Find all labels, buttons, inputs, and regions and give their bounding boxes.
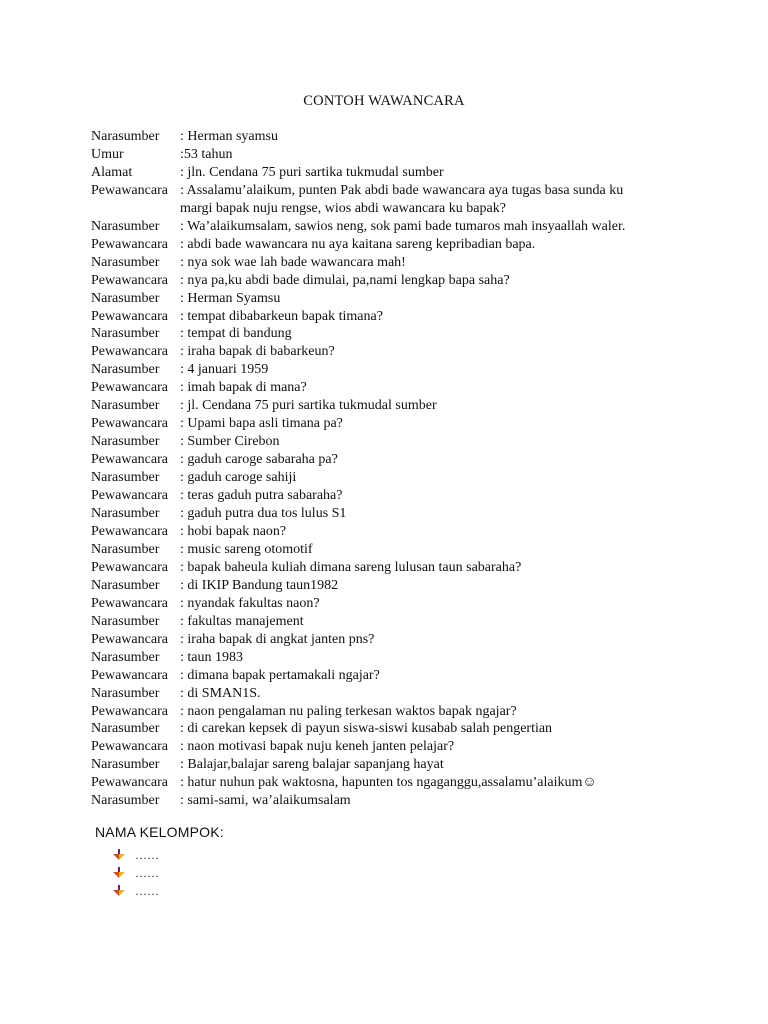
utterance-text: [180, 703, 691, 721]
utterance-line: : jl. Cendana 75 puri sartika tukmudal sumber: [180, 398, 437, 414]
transcript-row: [91, 774, 691, 792]
transcript-row: [91, 343, 691, 361]
speaker-label: Pewawancara: [91, 595, 168, 611]
transcript-row: [91, 451, 691, 469]
utterance-line: : di IKIP Bandung taun1982: [180, 577, 339, 593]
utterance-text: [180, 415, 691, 433]
speaker-label: Narasumber: [91, 218, 160, 234]
transcript-row: [91, 469, 691, 487]
utterance-line: : Herman Syamsu: [180, 290, 281, 306]
transcript-row: [91, 325, 691, 343]
transcript-row: [91, 523, 691, 541]
utterance-line: : Upami bapa asli timana pa?: [180, 416, 343, 432]
utterance-text: [180, 433, 691, 451]
utterance-line: : fakultas manajement: [180, 613, 304, 629]
utterance-text: [180, 685, 691, 703]
utterance-text: [180, 720, 691, 738]
utterance-text: [180, 756, 691, 774]
speaker-label: Narasumber: [91, 685, 160, 701]
transcript-row: [91, 218, 691, 236]
speaker-label: Pewawancara: [91, 182, 168, 198]
speaker-label: Pewawancara: [91, 452, 168, 468]
utterance-text: [180, 738, 691, 756]
member-name: ……: [135, 883, 159, 898]
utterance-text: [180, 290, 691, 308]
utterance-line: : music sareng otomotif: [180, 541, 313, 557]
speaker-label: Narasumber: [91, 398, 160, 414]
utterance-line: : gaduh putra dua tos lulus S1: [180, 506, 347, 522]
utterance-text: [180, 182, 691, 218]
transcript-row: [91, 595, 691, 613]
speaker-label: Narasumber: [91, 757, 160, 773]
utterance-text: [180, 469, 691, 487]
utterance-line: : tempat di bandung: [180, 326, 292, 342]
transcript-row: [91, 290, 691, 308]
speaker-label: Narasumber: [91, 434, 160, 450]
utterance-text: [180, 792, 691, 810]
utterance-line: : naon pengalaman nu paling terkesan waktos bapak ngajar?: [180, 703, 517, 719]
utterance-line: : tempat dibabarkeun bapak timana?: [180, 308, 383, 324]
transcript-row: [91, 236, 691, 254]
transcript-row: [91, 613, 691, 631]
utterance-continuation: margi bapak nuju rengse, wios abdi wawancara ku bapak?: [180, 200, 506, 216]
utterance-text: [180, 218, 691, 236]
utterance-line: : di carekan kepsek di payun siswa-siswi kusabab salah pengertian: [180, 721, 553, 737]
utterance-text: [180, 577, 691, 595]
utterance-line: : bapak baheula kuliah dimana sareng lulusan taun sabaraha?: [180, 559, 522, 575]
utterance-line: : hobi bapak naon?: [180, 523, 287, 539]
transcript-row: [91, 685, 691, 703]
utterance-text: [180, 541, 691, 559]
member-item: [113, 864, 224, 882]
speaker-label: Narasumber: [91, 254, 160, 270]
transcript-row: [91, 433, 691, 451]
utterance-text: [180, 451, 691, 469]
arrow-bullet-icon: [113, 867, 125, 879]
transcript-row: [91, 361, 691, 379]
transcript-row: [91, 559, 691, 577]
utterance-text: [180, 343, 691, 361]
member-name: ……: [135, 865, 159, 880]
arrow-bullet-icon: [113, 849, 125, 861]
transcript-row: [91, 397, 691, 415]
utterance-line: : naon motivasi bapak nuju keneh janten pelajar?: [180, 739, 455, 755]
page-title: CONTOH WAWANCARA: [303, 93, 465, 109]
utterance-line: : Assalamu’alaikum, punten Pak abdi bade wawancara aya tugas basa sunda ku: [180, 182, 624, 198]
transcript-row: [91, 128, 691, 146]
utterance-text: [180, 164, 691, 182]
utterance-line: : jln. Cendana 75 puri sartika tukmudal sumber: [180, 164, 444, 180]
utterance-text: [180, 631, 691, 649]
utterance-line: : Wa’alaikumsalam, sawios neng, sok pami bade tumaros mah insyaallah waler.: [180, 218, 626, 234]
transcript-row: [91, 649, 691, 667]
speaker-label: Narasumber: [91, 326, 160, 342]
transcript-row: [91, 308, 691, 326]
utterance-line: : nya pa,ku abdi bade dimulai, pa,nami lengkap bapa saha?: [180, 272, 510, 288]
utterance-text: [180, 128, 691, 146]
transcript-row: [91, 146, 691, 164]
speaker-label: Narasumber: [91, 793, 160, 809]
speaker-label: Pewawancara: [91, 380, 168, 396]
transcript-row: [91, 541, 691, 559]
speaker-label: Pewawancara: [91, 667, 168, 683]
speaker-label: Pewawancara: [91, 739, 168, 755]
utterance-line: : 4 januari 1959: [180, 362, 269, 378]
arrow-bullet-icon: [113, 885, 125, 897]
speaker-label: Narasumber: [91, 541, 160, 557]
utterance-line: : abdi bade wawancara nu aya kaitana sareng kepribadian bapa.: [180, 236, 536, 252]
member-item: [113, 846, 224, 864]
speaker-label: Narasumber: [91, 721, 160, 737]
member-list: [95, 846, 224, 900]
member-name: ……: [135, 847, 159, 862]
speaker-label: Pewawancara: [91, 488, 168, 504]
transcript-row: [91, 415, 691, 433]
speaker-label: Pewawancara: [91, 523, 168, 539]
group-title: NAMA KELOMPOK:: [95, 824, 224, 840]
transcript-row: [91, 182, 691, 218]
speaker-label: Narasumber: [91, 506, 160, 522]
utterance-line: : teras gaduh putra sabaraha?: [180, 488, 343, 504]
speaker-label: Pewawancara: [91, 416, 168, 432]
utterance-text: [180, 649, 691, 667]
speaker-label: Narasumber: [91, 362, 160, 378]
utterance-text: [180, 559, 691, 577]
speaker-label: Pewawancara: [91, 775, 168, 791]
utterance-line: : gaduh caroge sahiji: [180, 470, 297, 486]
utterance-line: : taun 1983: [180, 649, 243, 665]
utterance-line: : Herman syamsu: [180, 129, 278, 144]
utterance-line: : nyandak fakultas naon?: [180, 595, 320, 611]
transcript-row: [91, 703, 691, 721]
interview-transcript: [91, 128, 691, 810]
utterance-line: :53 tahun: [180, 146, 233, 162]
utterance-line: : hatur nuhun pak waktosna, hapunten tos ngaganggu,assalamu’alaikum☺: [180, 775, 597, 791]
utterance-line: : Balajar,balajar sareng balajar sapanjang hayat: [180, 757, 444, 773]
utterance-text: [180, 595, 691, 613]
utterance-text: [180, 361, 691, 379]
transcript-row: [91, 254, 691, 272]
speaker-label: Pewawancara: [91, 308, 168, 324]
transcript-row: [91, 720, 691, 738]
speaker-label: Umur: [91, 146, 124, 162]
utterance-text: [180, 613, 691, 631]
utterance-text: [180, 667, 691, 685]
transcript-row: [91, 667, 691, 685]
utterance-text: [180, 523, 691, 541]
utterance-text: [180, 254, 691, 272]
group-section: [95, 824, 224, 900]
speaker-label: Narasumber: [91, 577, 160, 593]
transcript-row: [91, 164, 691, 182]
utterance-text: [180, 487, 691, 505]
utterance-text: [180, 774, 691, 792]
utterance-text: [180, 505, 691, 523]
utterance-text: [180, 236, 691, 254]
transcript-row: [91, 505, 691, 523]
speaker-label: Pewawancara: [91, 703, 168, 719]
utterance-line: : nya sok wae lah bade wawancara mah!: [180, 254, 406, 270]
utterance-text: [180, 325, 691, 343]
utterance-text: [180, 379, 691, 397]
speaker-label: Pewawancara: [91, 344, 168, 360]
transcript-row: [91, 272, 691, 290]
utterance-text: [180, 272, 691, 290]
utterance-line: : Sumber Cirebon: [180, 434, 280, 450]
speaker-label: Narasumber: [91, 613, 160, 629]
transcript-row: [91, 792, 691, 810]
utterance-line: : iraha bapak di babarkeun?: [180, 344, 335, 360]
utterance-line: : gaduh caroge sabaraha pa?: [180, 452, 338, 468]
member-item: [113, 882, 224, 900]
speaker-label: Narasumber: [91, 290, 160, 306]
utterance-line: : sami-sami, wa’alaikumsalam: [180, 793, 351, 809]
utterance-line: : iraha bapak di angkat janten pns?: [180, 631, 375, 647]
transcript-row: [91, 487, 691, 505]
speaker-label: Narasumber: [91, 649, 160, 665]
transcript-row: [91, 631, 691, 649]
speaker-label: Pewawancara: [91, 631, 168, 647]
utterance-text: [180, 397, 691, 415]
speaker-label: Pewawancara: [91, 559, 168, 575]
utterance-line: : di SMAN1S.: [180, 685, 261, 701]
utterance-line: : dimana bapak pertamakali ngajar?: [180, 667, 380, 683]
speaker-label: Narasumber: [91, 129, 160, 144]
speaker-label: Pewawancara: [91, 236, 168, 252]
speaker-label: Alamat: [91, 164, 133, 180]
speaker-label: Narasumber: [91, 470, 160, 486]
transcript-row: [91, 738, 691, 756]
transcript-row: [91, 379, 691, 397]
utterance-text: [180, 146, 691, 164]
utterance-text: [180, 308, 691, 326]
utterance-line: : imah bapak di mana?: [180, 380, 307, 396]
speaker-label: Pewawancara: [91, 272, 168, 288]
transcript-row: [91, 577, 691, 595]
transcript-row: [91, 756, 691, 774]
